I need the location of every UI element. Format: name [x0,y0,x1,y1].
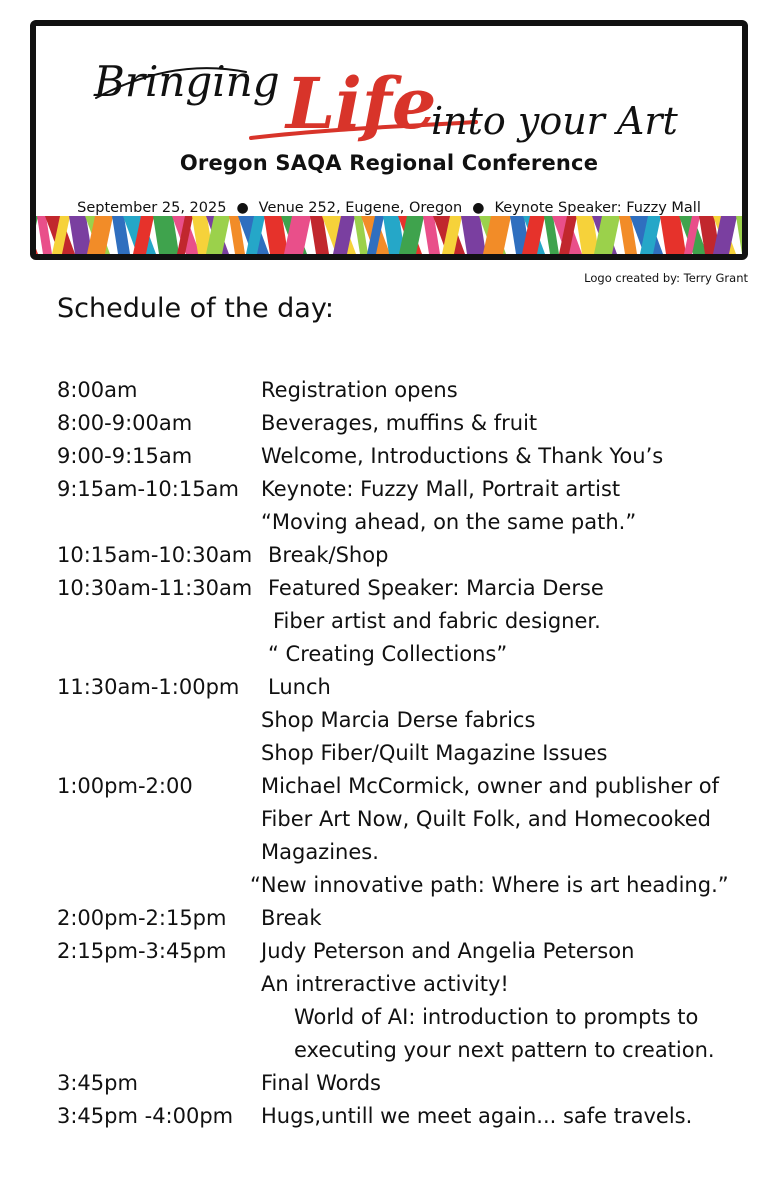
schedule-row [0,506,776,539]
schedule-row [0,638,776,671]
fabric-stripes-decoration [36,216,742,254]
schedule-row [0,902,776,935]
schedule-description: Shop Marcia Derse fabrics [261,708,536,732]
schedule-description: Hugs,untill we meet again... safe travels. [261,1104,693,1128]
schedule-row [0,374,776,407]
schedule-row [0,1100,776,1133]
schedule-row [0,1001,776,1034]
schedule-time: 9:15am-10:15am [57,477,239,501]
schedule-row [0,1034,776,1067]
schedule-description: Judy Peterson and Angelia Peterson [261,939,635,963]
schedule-row [0,572,776,605]
title-word-life: Life [286,62,437,145]
schedule-row [0,704,776,737]
title-word-into-your-art: into your Art [431,99,678,143]
schedule-description: Lunch [268,675,331,699]
schedule-description: Fiber Art Now, Quilt Folk, and Homecooked [261,807,711,831]
schedule-description: Break [261,906,322,930]
conference-details [36,200,742,216]
schedule-description: An intreractive activity! [261,972,509,996]
schedule-row [0,770,776,803]
schedule-row [0,968,776,1001]
conference-keynote: Keynote Speaker: Fuzzy Mall [494,200,701,216]
logo-credit: Logo created by: Terry Grant [584,271,748,285]
schedule-time: 3:45pm [57,1071,138,1095]
schedule-row [0,737,776,770]
schedule-title: Schedule of the day: [57,293,334,324]
schedule-description: Final Words [261,1071,381,1095]
conference-date: September 25, 2025 [77,200,227,216]
schedule-description: Beverages, muffins & fruit [261,411,538,435]
bullet-separator: ● [472,200,485,216]
schedule-time: 10:15am-10:30am [57,543,253,567]
schedule-time: 3:45pm -4:00pm [57,1104,234,1128]
schedule-description: Registration opens [261,378,458,402]
schedule-description: Featured Speaker: Marcia Derse [268,576,604,600]
schedule-description: Michael McCormick, owner and publisher of [261,774,720,798]
schedule-description: “New innovative path: Where is art heading.” [250,873,729,897]
conference-venue: Venue 252, Eugene, Oregon [258,200,463,216]
schedule-time: 2:00pm-2:15pm [57,906,227,930]
schedule-time: 2:15pm-3:45pm [57,939,227,963]
schedule-description: Welcome, Introductions & Thank You’s [261,444,664,468]
fabric-stripe [36,216,38,254]
schedule-list [0,374,776,1133]
schedule-description: executing your next pattern to creation. [294,1038,715,1062]
schedule-row [0,539,776,572]
conference-banner [30,20,748,260]
schedule-description: Shop Fiber/Quilt Magazine Issues [261,741,608,765]
schedule-description: “Moving ahead, on the same path.” [261,510,637,534]
schedule-row [0,440,776,473]
fabric-stripes-graphic [36,216,742,254]
bullet-separator: ● [236,200,249,216]
schedule-row [0,869,776,902]
schedule-row [0,605,776,638]
schedule-row [0,671,776,704]
schedule-description: World of AI: introduction to prompts to [294,1005,699,1029]
title-word-bringing: Bringing [94,57,280,106]
schedule-row [0,935,776,968]
conference-name: Oregon SAQA Regional Conference [179,151,599,175]
schedule-time: 8:00am [57,378,138,402]
schedule-row [0,407,776,440]
schedule-description: Break/Shop [268,543,389,567]
schedule-time: 10:30am-11:30am [57,576,253,600]
schedule-description: “ Creating Collections” [268,642,508,666]
schedule-row [0,836,776,869]
schedule-description: Fiber artist and fabric designer. [273,609,601,633]
schedule-time: 8:00-9:00am [57,411,193,435]
schedule-description: Keynote: Fuzzy Mall, Portrait artist [261,477,621,501]
schedule-row [0,473,776,506]
banner-title-art [36,26,742,166]
schedule-row [0,803,776,836]
schedule-time: 11:30am-1:00pm [57,675,240,699]
schedule-time: 1:00pm-2:00 [57,774,193,798]
fabric-stripe [736,216,742,254]
schedule-time: 9:00-9:15am [57,444,193,468]
schedule-row [0,1067,776,1100]
schedule-description: Magazines. [261,840,379,864]
